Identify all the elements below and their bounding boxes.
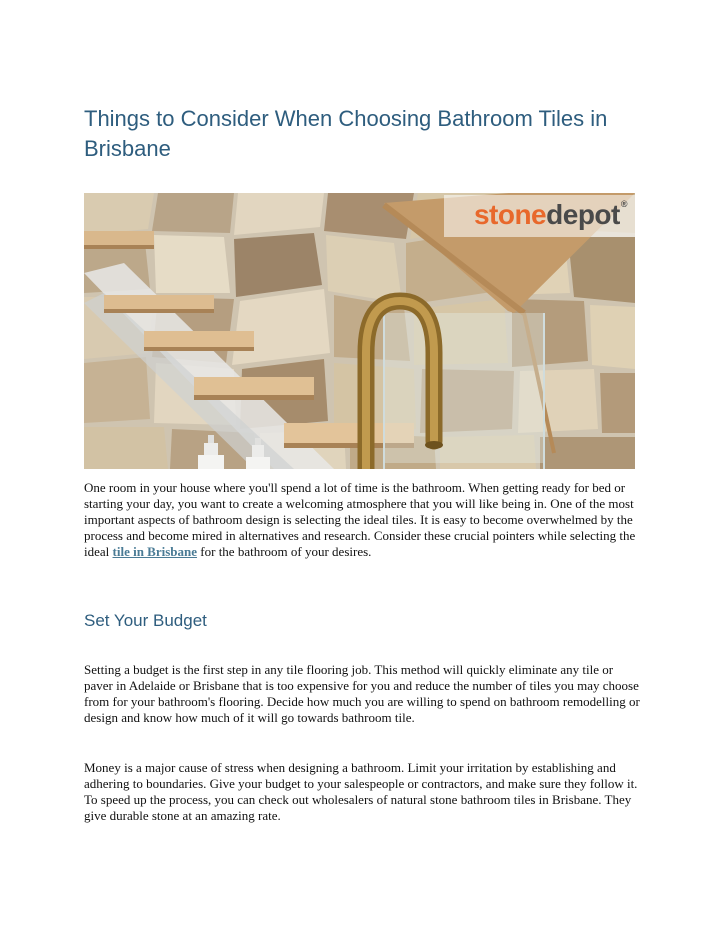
intro-text-after-link: for the bathroom of your desires. <box>197 544 372 559</box>
tile-in-brisbane-link[interactable]: tile in Brisbane <box>112 544 198 559</box>
stone-wall-bathroom-photo <box>84 193 635 469</box>
logo-stone-text: stone <box>473 199 547 230</box>
intro-text-before-link: One room in your house where you'll spend a lot of time is the bathroom. When getting ready for bed or starting your day, you want to create a welcoming atmosphere that you will like being in. One of the most important aspects of bathroom design is selecting the ideal tiles. It is easy to become overwhelmed by the process and become mired in alternatives and research. Consider these crucial pointers while selecting the ideal <box>84 480 636 559</box>
budget-paragraph-2: Money is a major cause of stress when designing a bathroom. Limit your irritation by establishing and adhering to boundaries. Give your budget to your salespeople or contractors, and make sure they follow it. To speed up the process, you can check out wholesalers of natural stone bathroom tiles in Brisbane. They give durable stone at an amazing rate. <box>84 760 638 823</box>
intro-paragraph <box>84 480 640 560</box>
logo-depot-text: depot <box>546 199 620 230</box>
hero-image <box>84 193 635 469</box>
budget-paragraph-1: Setting a budget is the first step in any tile flooring job. This method will quickly eliminate any tile or paver in Adelaide or Brisbane that is too expensive for you and reduce the number of tiles you may choose from for your bathroom's flooring. Decide how much you are willing to spend on bathroom remodelling or design and know how much of it will go towards bathroom tile. <box>84 662 640 725</box>
logo-registered-mark: ® <box>620 199 627 209</box>
stonedepot-logo <box>474 199 627 231</box>
page-title: Things to Consider When Choosing Bathroom Tiles in Brisbane <box>84 106 608 161</box>
section-heading-budget: Set Your Budget <box>84 611 207 630</box>
